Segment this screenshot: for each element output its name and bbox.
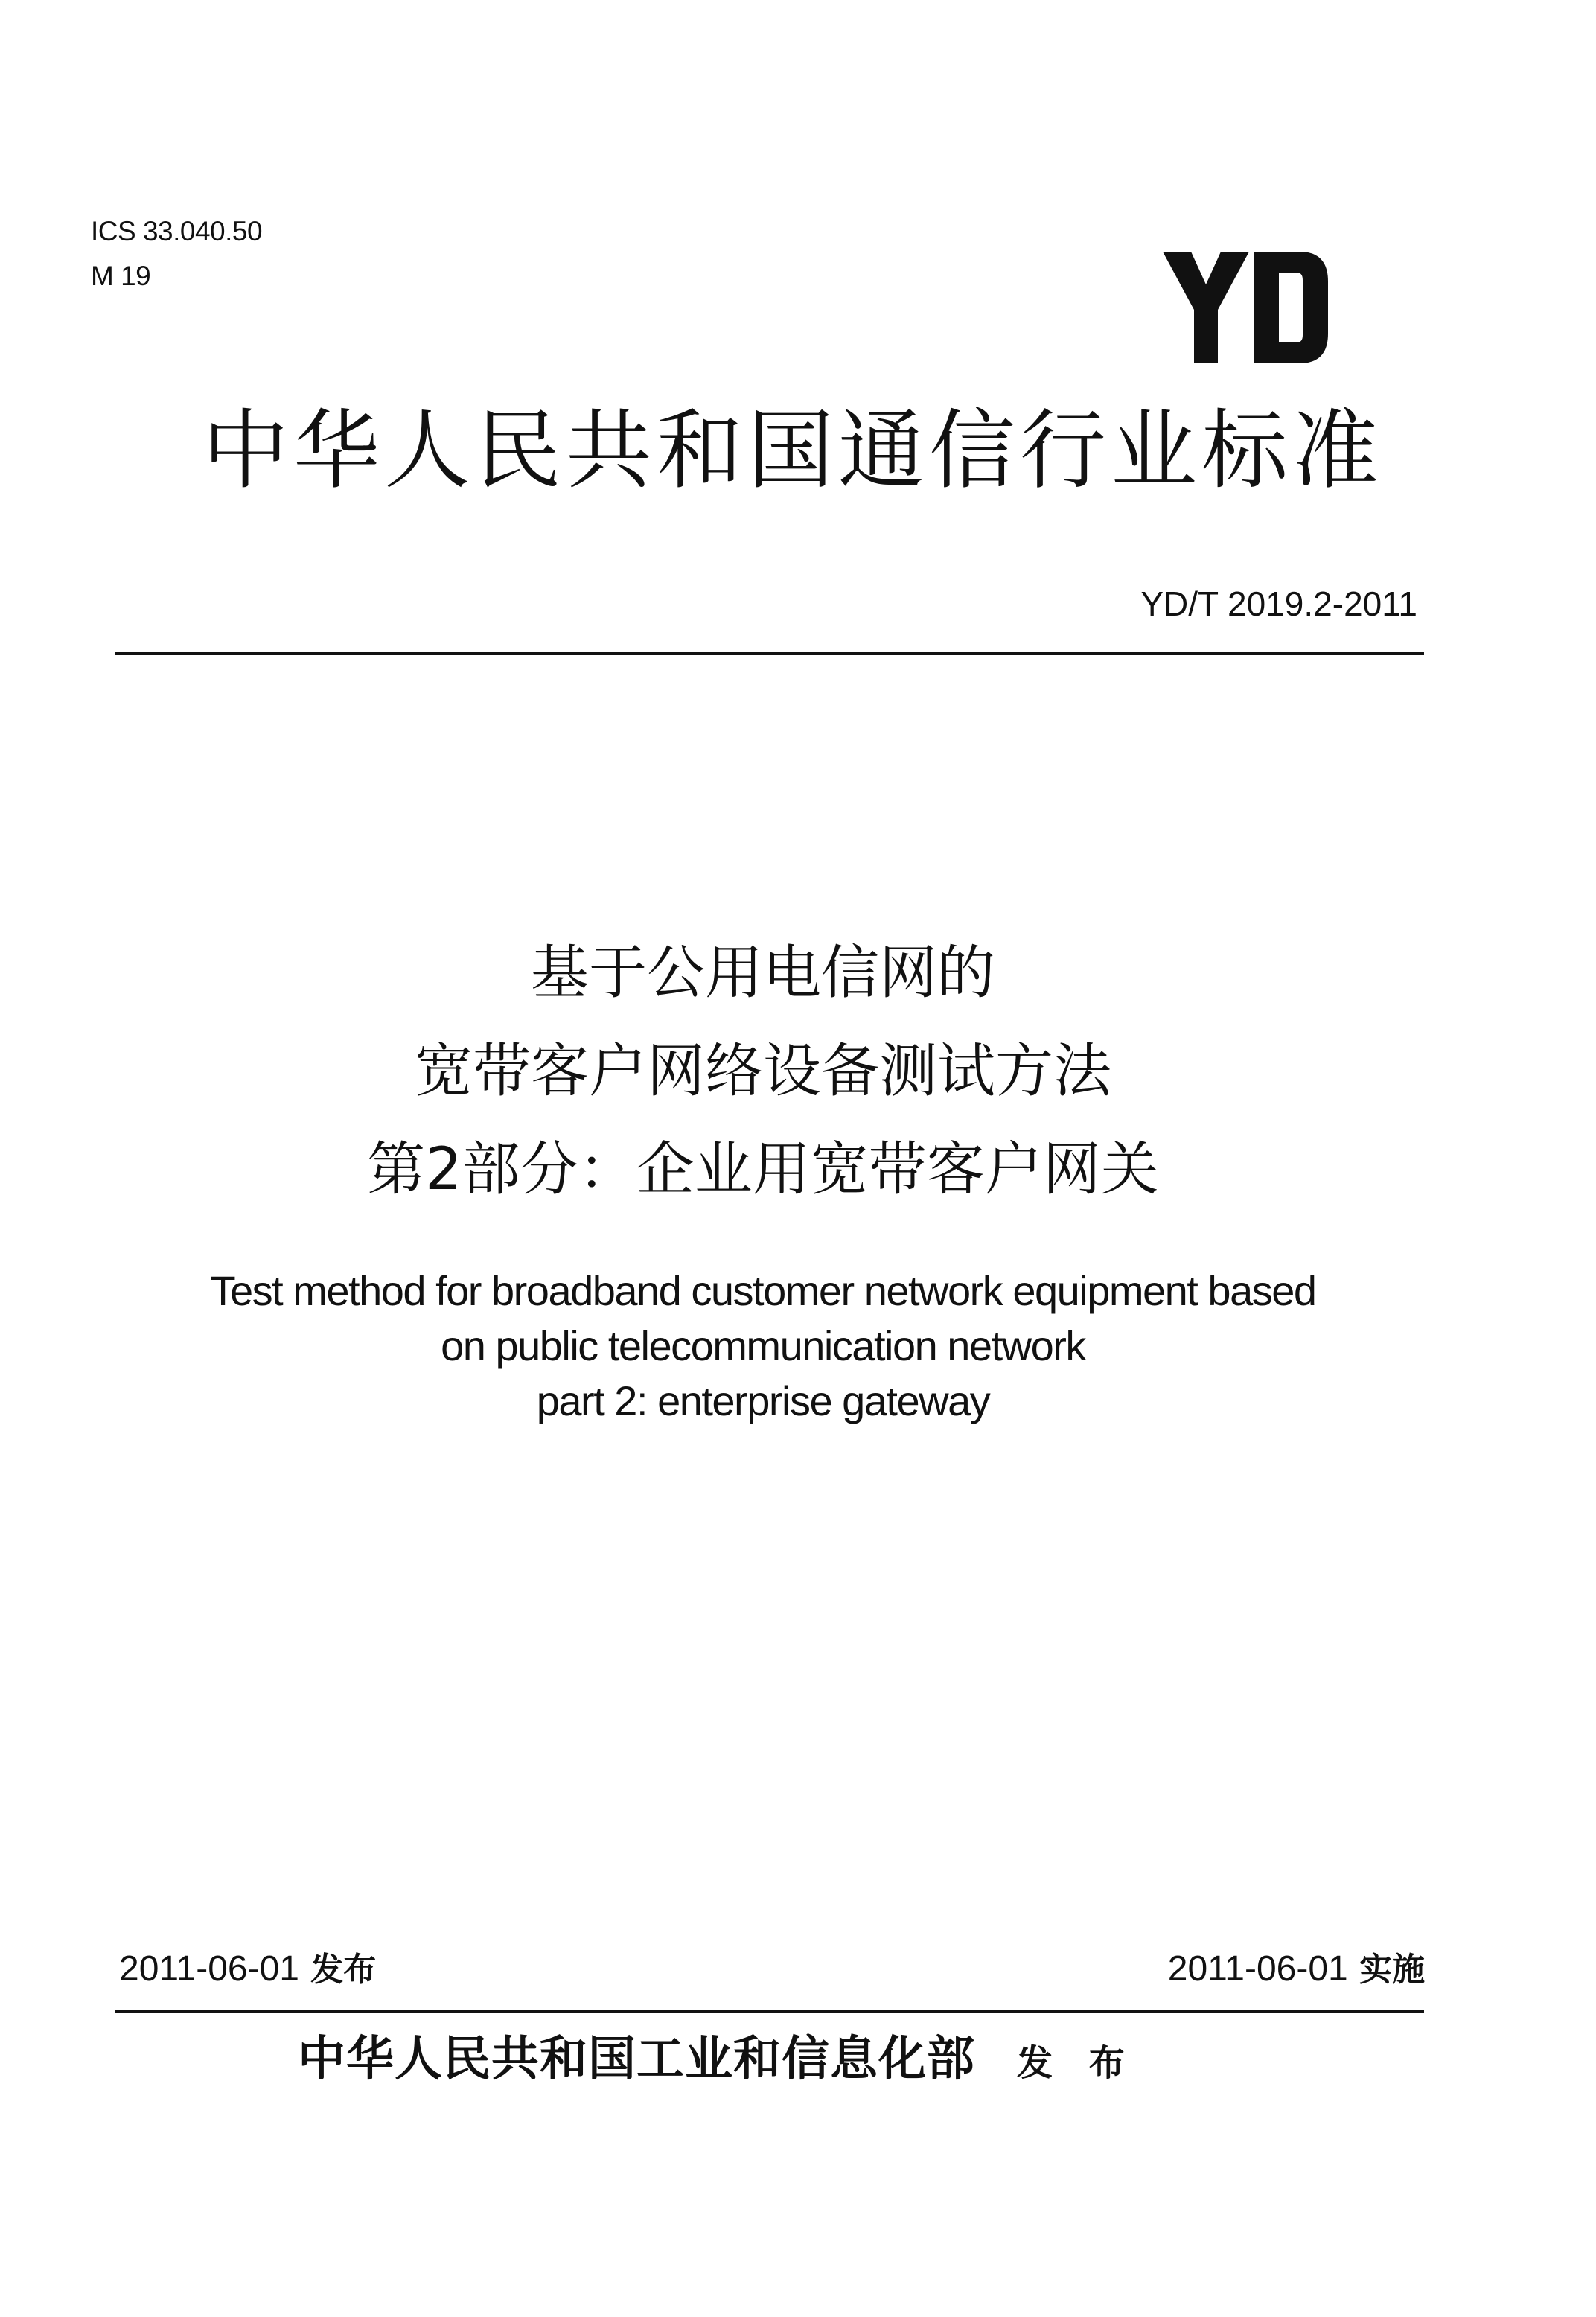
yd-logo [1163, 252, 1328, 363]
chinese-title-line-1: 基于公用电信网的 [530, 940, 995, 1007]
implementation-date [1168, 1951, 1425, 1987]
standard-category-title: 中华人民共和国通信行业标准 [202, 401, 1383, 501]
footer-divider [115, 2010, 1424, 2013]
issue-date [119, 1951, 376, 1987]
header-divider [115, 652, 1424, 655]
chinese-title-line-3: 第2部分：企业用宽带客户网关 [367, 1136, 1159, 1203]
issue-date-label: 发布 [310, 1951, 377, 1989]
chinese-title-line-2: 宽带客户网络设备测试方法 [414, 1038, 1111, 1105]
issuer-name: 中华人民共和国工业和信息化部 [298, 2031, 975, 2087]
ics-classification: ICS 33.040.50 [91, 216, 263, 246]
implementation-date-label: 实施 [1359, 1951, 1425, 1989]
issuer [298, 2031, 1137, 2087]
standard-number: YD/T 2019.2-2011 [1140, 584, 1417, 623]
implementation-date-value: 2011-06-01 [1167, 1949, 1348, 1989]
english-title-line-2: on public telecommunication network [441, 1322, 1085, 1369]
issue-date-value: 2011-06-01 [119, 1949, 299, 1989]
english-title-line-3: part 2: enterprise gateway [536, 1377, 990, 1424]
ccs-classification: M 19 [91, 261, 151, 291]
issuer-action: 发 布 [1017, 2042, 1137, 2084]
english-title-line-1: Test method for broadband customer network equipment based [210, 1267, 1316, 1314]
